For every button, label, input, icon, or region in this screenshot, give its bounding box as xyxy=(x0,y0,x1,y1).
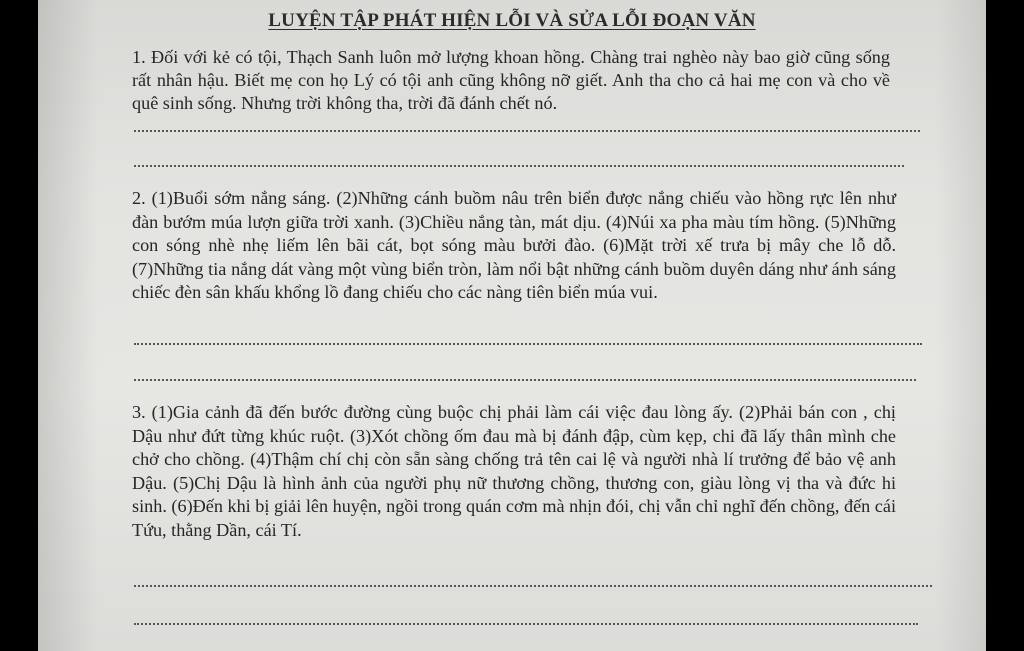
page-shadow-left xyxy=(38,0,98,651)
answer-line-1a xyxy=(134,130,920,132)
answer-line-2b xyxy=(134,379,916,381)
exercise-2-text: 2. (1)Buổi sớm nắng sáng. (2)Những cánh buồm nâu trên biển được nắng chiếu vào hồng rực lên như đàn bướm múa lượn giữa trời xanh. (3)Chiều nắng tàn, mát dịu. (4)Núi xa pha màu tím hồng. (5)Những con sóng nhè nhẹ liếm lên bãi cát, bọt sóng màu bưởi đào. (6)Mặt trời xế trưa bị mây che lỗ dỗ. (7)Những tia nắng dát vàng một vùng biển tròn, làm nổi bật những cánh buồm duyên dáng như ánh sáng chiếc đèn sân khấu khổng lồ đang chiếu cho các nàng tiên biển múa vui. xyxy=(132,188,896,303)
answer-line-2a xyxy=(134,343,922,345)
worksheet-title: LUYỆN TẬP PHÁT HIỆN LỖI VÀ SỬA LỖI ĐOẠN VĂN xyxy=(268,10,756,31)
page-shadow-right xyxy=(936,0,986,651)
exercise-3-text: 3. (1)Gia cảnh đã đến bước đường cùng buộc chị phải làm cái việc đau lòng ấy. (2)Phải bán con , chị Dậu như đứt từng khúc ruột. (3)Xót chồng ốm đau mà bị đánh đập, cùm kẹp, chi đã lấy thân mình che chở cho chồng. (4)Thậm chí chị còn sẵn sàng chống trả tên cai lệ và người nhà lí trưởng để bảo vệ anh Dậu. (5)Chị Dậu là hình ảnh của người phụ nữ thương chồng, thương con, giàu lòng vị tha và đức hi sinh. (6)Đến khi bị giải lên huyện, ngồi trong quán cơm mà nhịn đói, chị vẫn chỉ nghĩ đến chồng, đến cái Tứu, thằng Dần, cái Tí. xyxy=(132,402,896,540)
exercise-1-text: 1. Đối với kẻ có tội, Thạch Sanh luôn mở lượng khoan hồng. Chàng trai nghèo này bao giờ cũng sống rất nhân hậu. Biết mẹ con họ Lý có tội anh cũng không nỡ giết. Anh tha cho cả hai mẹ con và cho về quê sinh sống. Nhưng trời không tha, trời đã đánh chết nó. xyxy=(132,47,890,113)
answer-line-1b xyxy=(134,165,904,167)
worksheet-page xyxy=(38,0,986,651)
answer-line-3a xyxy=(134,585,932,587)
answer-line-3b xyxy=(134,623,918,625)
